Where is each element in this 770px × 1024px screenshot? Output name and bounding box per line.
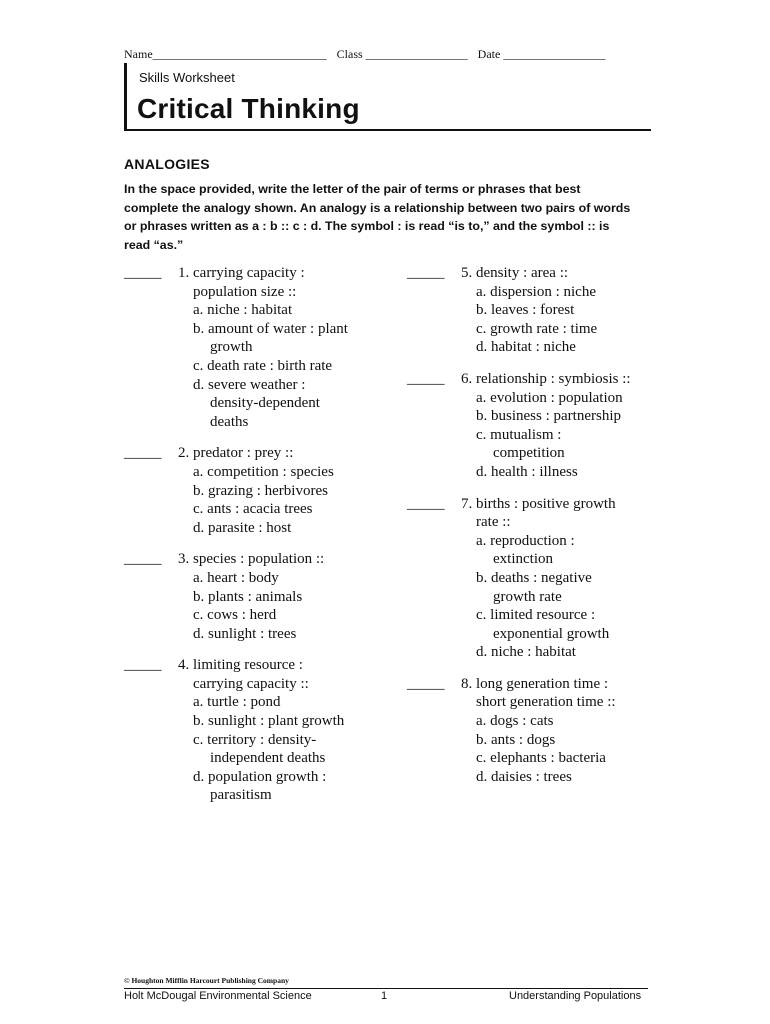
student-header — [124, 47, 612, 62]
answer-option: d. severe weather : — [193, 376, 306, 393]
answer-blank[interactable]: _____ — [407, 675, 445, 692]
question-prompt: 2. predator : prey :: — [178, 445, 294, 462]
question-prompt: rate :: — [476, 514, 511, 531]
answer-option: a. dogs : cats — [476, 713, 554, 730]
answer-option: d. parasite : host — [193, 519, 292, 536]
answer-blank[interactable]: _____ — [124, 551, 162, 568]
question-prompt: 3. species : population :: — [178, 551, 325, 568]
question-prompt: 8. long generation time : — [461, 675, 609, 692]
answer-option: b. ants : dogs — [476, 731, 556, 748]
footer-divider — [124, 988, 648, 989]
questions-right-column — [407, 264, 657, 786]
question-item — [407, 370, 657, 482]
question-prompt: 6. relationship : symbiosis :: — [461, 370, 631, 387]
question-item — [407, 495, 657, 662]
answer-option: c. death rate : birth rate — [193, 357, 333, 374]
answer-option: d. health : illness — [476, 463, 578, 480]
answer-option: c. territory : density- — [193, 731, 317, 748]
answer-option: independent deaths — [210, 750, 326, 767]
question-item — [124, 656, 374, 805]
question-prompt: 1. carrying capacity : — [178, 265, 305, 281]
class-field[interactable]: Class _________________ — [336, 47, 468, 61]
answer-option: exponential growth — [493, 625, 610, 642]
answer-option: b. plants : animals — [193, 588, 303, 605]
answer-option: c. cows : herd — [193, 607, 277, 624]
answer-option: growth — [210, 339, 253, 356]
answer-option: d. niche : habitat — [476, 644, 576, 661]
question-prompt: 5. density : area :: — [461, 265, 569, 281]
worksheet-label: Skills Worksheet — [139, 70, 235, 85]
answer-option: d. daisies : trees — [476, 768, 572, 785]
answer-option: a. dispersion : niche — [476, 283, 596, 300]
answer-option: density-dependent — [210, 395, 320, 412]
answer-blank[interactable]: _____ — [407, 370, 445, 387]
answer-option: competition — [493, 445, 565, 462]
answer-option: c. mutualism : — [476, 426, 562, 443]
questions-left-column — [124, 264, 374, 805]
name-field[interactable]: Name_____________________________ — [124, 47, 327, 61]
answer-option: a. competition : species — [193, 463, 334, 480]
instructions: In the space provided, write the letter of the pair of terms or phrases that best complete the analogy shown. An analogy is a relationship between two pairs of words or phrases written as a : b :: c : d. The symbol : is read “is to,” and the symbol :: is read “as.” — [124, 182, 631, 252]
question-prompt: 4. limiting resource : — [178, 657, 303, 674]
question-prompt: short generation time :: — [476, 694, 616, 711]
answer-option: a. niche : habitat — [193, 302, 293, 319]
answer-blank[interactable]: _____ — [407, 265, 445, 281]
answer-option: extinction — [493, 551, 553, 568]
answer-option: a. turtle : pond — [193, 694, 281, 711]
question-prompt: carrying capacity :: — [193, 675, 309, 692]
question-item — [407, 675, 657, 787]
page-number: 1 — [381, 990, 388, 1002]
answer-option: d. sunlight : trees — [193, 625, 297, 642]
copyright-notice: © Houghton Mifflin Harcourt Publishing Company — [124, 976, 289, 985]
answer-option: b. leaves : forest — [476, 302, 575, 319]
footer-chapter-title: Understanding Populations — [509, 990, 642, 1002]
question-item — [407, 264, 657, 357]
answer-option: b. deaths : negative — [476, 569, 592, 586]
answer-blank[interactable]: _____ — [124, 265, 162, 281]
answer-option: parasitism — [210, 787, 272, 804]
answer-option: c. limited resource : — [476, 607, 596, 624]
answer-option: b. amount of water : plant — [193, 320, 348, 337]
answer-option: b. grazing : herbivores — [193, 482, 328, 499]
answer-option: a. heart : body — [193, 569, 279, 586]
answer-option: a. reproduction : — [476, 532, 575, 549]
answer-option: growth rate — [493, 588, 562, 605]
question-prompt: 7. births : positive growth — [461, 495, 616, 512]
page-title: Critical Thinking — [137, 93, 360, 124]
answer-blank[interactable]: _____ — [407, 495, 445, 512]
answer-option: c. elephants : bacteria — [476, 750, 606, 767]
answer-blank[interactable]: _____ — [124, 445, 162, 462]
answer-option: b. business : partnership — [476, 408, 621, 425]
answer-option: deaths — [210, 413, 249, 430]
answer-option: c. growth rate : time — [476, 320, 598, 337]
question-prompt: population size :: — [193, 283, 297, 300]
question-item — [124, 444, 374, 537]
answer-option: d. population growth : — [193, 768, 327, 785]
answer-option: b. sunlight : plant growth — [193, 713, 345, 730]
answer-option: d. habitat : niche — [476, 339, 576, 356]
title-block — [124, 63, 651, 131]
date-field[interactable]: Date _________________ — [477, 47, 606, 61]
section-heading: ANALOGIES — [124, 156, 210, 172]
question-item — [124, 550, 374, 643]
footer-book-title: Holt McDougal Environmental Science — [124, 990, 312, 1002]
answer-option: c. ants : acacia trees — [193, 501, 313, 518]
answer-blank[interactable]: _____ — [124, 657, 162, 674]
answer-option: a. evolution : population — [476, 389, 623, 406]
question-item — [124, 264, 374, 431]
